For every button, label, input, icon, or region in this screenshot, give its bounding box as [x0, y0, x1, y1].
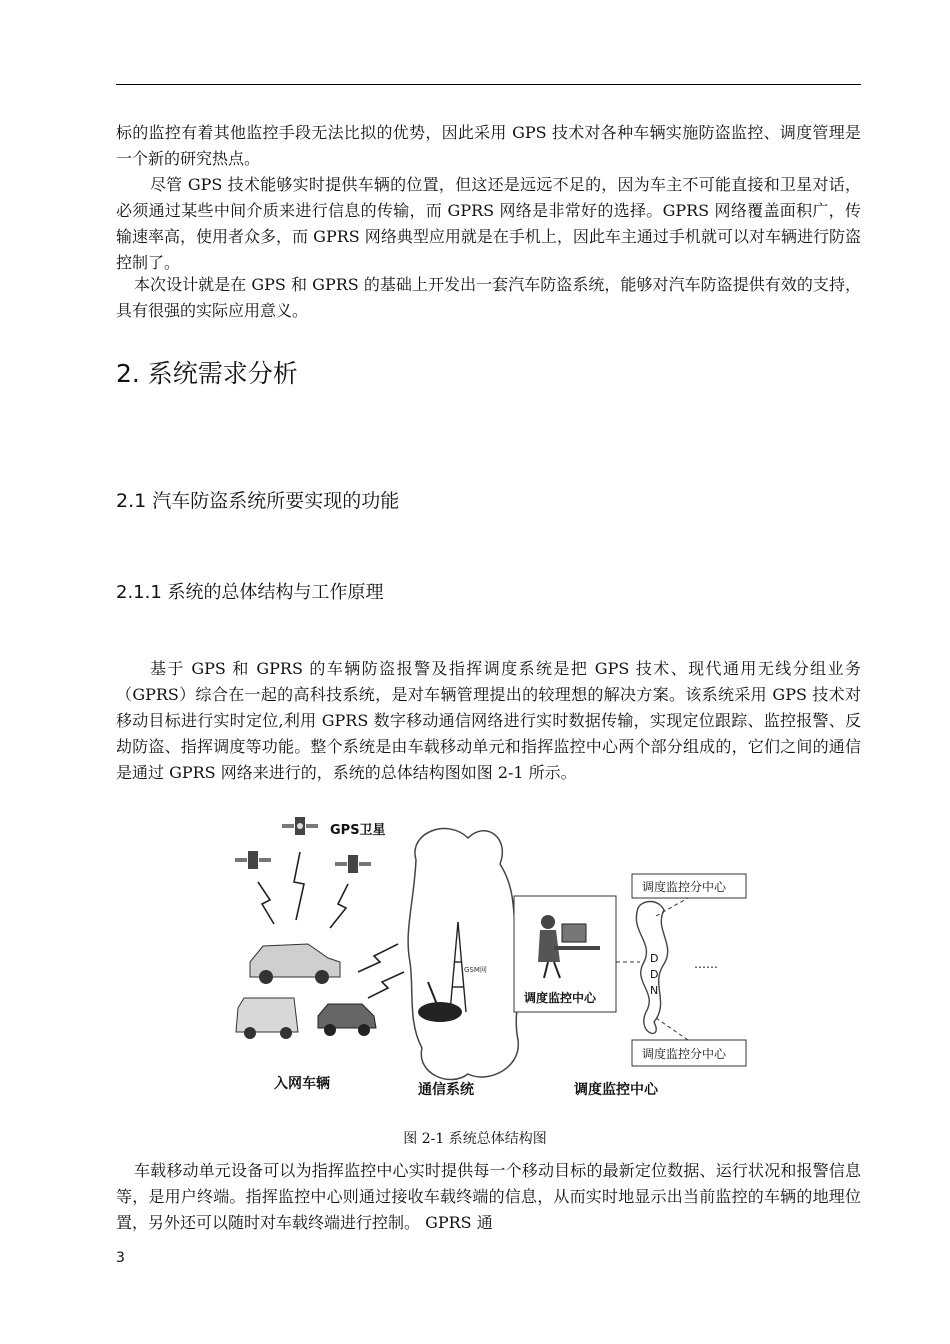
intro-paragraph-3: 本次设计就是在 GPS 和 GPRS 的基础上开发出一套汽车防盗系统，能够对汽车防盗提供有效的支持，具有很强的实际应用意义。 [116, 275, 861, 320]
communication-system-label: 通信系统 [418, 1082, 474, 1098]
gps-satellite-label: GPS卫星 [330, 823, 386, 838]
satellite-icon [335, 855, 371, 873]
branch-center-label: 调度监控分中心 [642, 1047, 727, 1061]
system-structure-figure [218, 812, 758, 1102]
ddn-letter: D [650, 952, 659, 965]
section-heading: 2. 系统需求分析 [116, 359, 298, 388]
subsubsection-heading: 2.1.1 系统的总体结构与工作原理 [116, 582, 384, 603]
car-icon [250, 944, 340, 984]
dispatch-center-box-label: 调度监控中心 [524, 991, 597, 1005]
van-icon [236, 998, 298, 1039]
page-number: 3 [116, 1250, 125, 1266]
gsm-network-label: GSM网 [464, 966, 487, 974]
ddn-letter: N [650, 984, 659, 997]
branch-center-label: 调度监控分中心 [642, 880, 727, 894]
subsection-heading: 2.1 汽车防盗系统所要实现的功能 [116, 490, 400, 512]
intro-paragraph-2: 尽管 GPS 技术能够实时提供车辆的位置，但这还是远远不足的，因为车主不可能直接和卫星对话，必须通过某些中间介质来进行信息的传输，而 GPRS 网络是非常好的选择。GPRS 网络覆盖面积广，传输速率高，使用者众多，而 GPRS 网络典型应用就是在手机上，因此车主通过手机就可以对车辆进行防盗控制了。 [116, 175, 861, 272]
satellite-icon [235, 851, 271, 869]
dispatch-center-label: 调度监控中心 [574, 1082, 658, 1098]
suv-icon [318, 1004, 376, 1036]
body-paragraph-1: 基于 GPS 和 GPRS 的车辆防盗报警及指挥调度系统是把 GPS 技术、现代通用无线分组业务（GPRS）综合在一起的高科技系统，是对车辆管理提出的较理想的解决方案。该系统采用 GPS 技术对移动目标进行实时定位,利用 GPRS 数字移动通信网络进行实时数据传输，实现定位跟踪、监控报警、反劫防盗、指挥调度等功能。整个系统是由车载移动单元和指挥监控中心两个部分组成的，它们之间的通信是通过 GPRS 网络来进行的，系统的总体结构图如图 2-1 所示。 [116, 659, 861, 782]
satellite-icon [282, 817, 318, 835]
ddn-letter: D [650, 968, 659, 981]
body-paragraph-2: 车载移动单元设备可以为指挥监控中心实时提供每一个移动目标的最新定位数据、运行状况和报警信息等，是用户终端。指挥监控中心则通过接收车载终端的信息，从而实时地显示出当前监控的车辆的地理位置，另外还可以随时对车载终端进行控制。 GPRS 通 [116, 1161, 861, 1232]
communication-cloud [408, 829, 520, 1080]
intro-paragraph-1: 标的监控有着其他监控手段无法比拟的优势，因此采用 GPS 技术对各种车辆实施防盗监控、调度管理是一个新的研究热点。 [116, 123, 861, 168]
figure-caption: 图 2-1 系统总体结构图 [403, 1131, 547, 1147]
ellipsis-text: …… [694, 957, 718, 971]
vehicles-label: 入网车辆 [274, 1076, 330, 1092]
header-rule [116, 84, 861, 85]
